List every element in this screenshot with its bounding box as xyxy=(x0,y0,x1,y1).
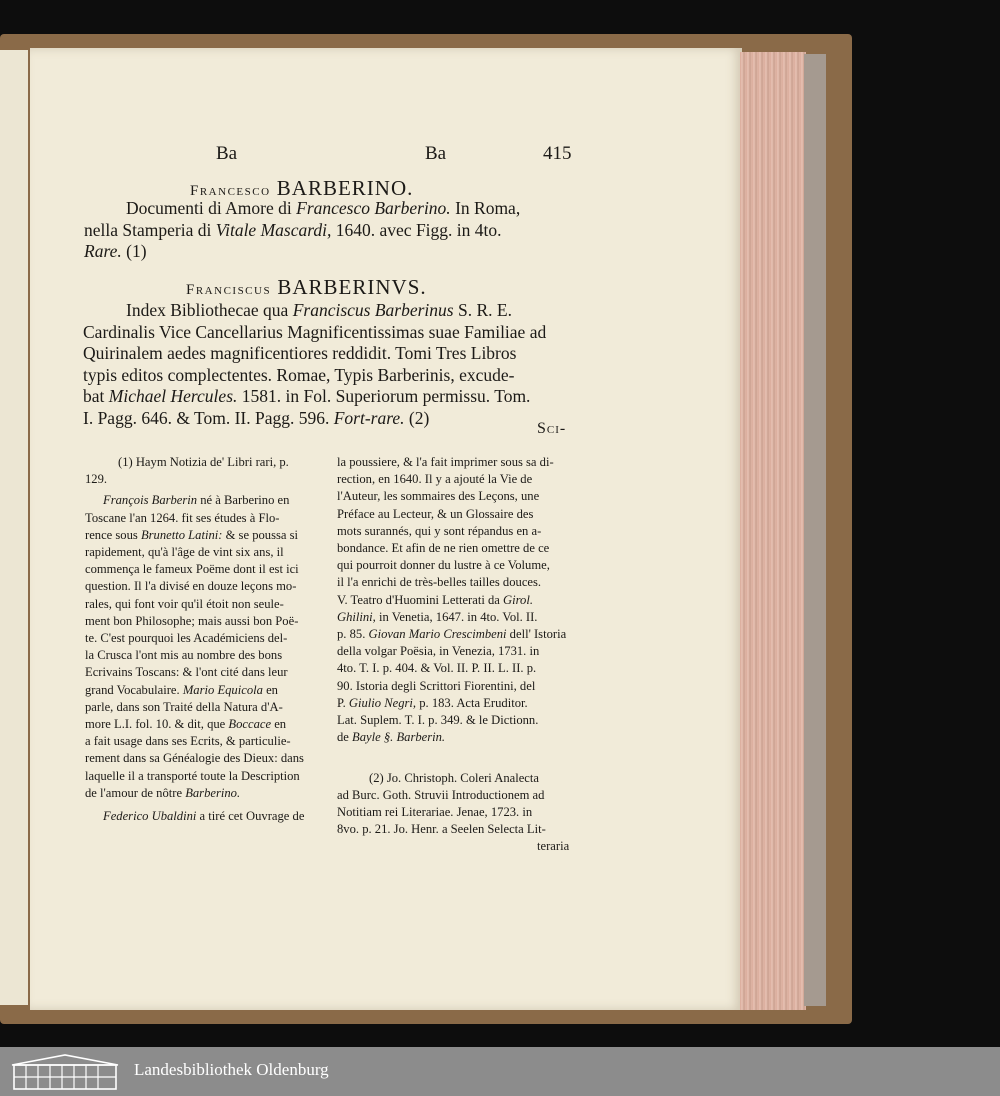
note-left-text: a tiré cet Ouvrage de xyxy=(196,809,305,823)
note-left-italic-text: François Barberin xyxy=(103,493,198,508)
note-left-text: commença le fameux Poëme dont il est ici xyxy=(85,562,299,577)
entry1-name-smallcaps: Francesco xyxy=(190,183,271,199)
running-head-left: Ba xyxy=(216,143,238,164)
entry1-text: (1) xyxy=(121,241,147,261)
entry2-text: bat xyxy=(83,386,109,406)
note-right-line xyxy=(337,730,582,745)
note-left-text: te. C'est pourquoi les Académiciens del- xyxy=(85,631,288,645)
note-left-text: en xyxy=(271,717,287,731)
note-right-line xyxy=(337,713,582,728)
note-left-line xyxy=(85,751,330,766)
note-right-text: ad Burc. Goth. Struvii Introductionem ad xyxy=(337,787,545,802)
note-left-text: Ecrivains Toscans: & l'ont cité dans leur xyxy=(85,665,288,680)
note-right-line xyxy=(337,489,582,504)
entry2-italic-text: Franciscus Barberinus xyxy=(292,300,454,320)
note-left-italic-text: Federico Ubaldini xyxy=(103,809,197,823)
note-right-line xyxy=(337,644,582,659)
note-left-text: ment bon Philosophe; mais aussi bon Poë- xyxy=(85,613,299,628)
entry1-line xyxy=(84,220,584,241)
library-building-logo-icon xyxy=(8,1051,122,1091)
note-left-line xyxy=(85,511,330,526)
note-right-text: p. 183. Acta Eruditor. xyxy=(416,695,528,710)
note-left-text: en xyxy=(262,682,278,697)
note-left-line xyxy=(85,631,330,646)
note-right-line xyxy=(337,472,582,487)
note-right-line xyxy=(537,839,782,854)
note-right-line xyxy=(337,805,582,820)
entry2-line xyxy=(83,408,583,429)
note-right-text: rection, en 1640. Il y a ajouté la Vie de xyxy=(337,472,533,487)
note-left-text: question. Il l'a divisé en douze leçons mo- xyxy=(85,579,297,594)
note-left-line xyxy=(85,717,330,732)
entry1-text: 1640. avec Figg. in 4to. xyxy=(331,219,502,240)
page-block-shadow xyxy=(804,54,826,1006)
note-left-text: laquelle il a transporté toute la Description xyxy=(85,768,300,783)
note-right-text: V. Teatro d'Huomini Letterati da xyxy=(337,592,503,607)
note-right-line xyxy=(337,524,582,539)
entry1-italic-text: Rare. xyxy=(84,241,122,261)
note-right-line xyxy=(337,661,582,676)
note-right-text: p. 85. xyxy=(337,627,369,641)
page-block-edge xyxy=(740,52,806,1010)
entry2-line xyxy=(83,386,583,407)
note-right-line xyxy=(337,455,582,470)
note-right-text: 90. Istoria degli Scrittori Fiorentini, del xyxy=(337,678,536,693)
entry2-line xyxy=(83,343,583,364)
note-left-text: grand Vocabulaire. xyxy=(85,682,183,697)
note-left-italic-text: Barberino. xyxy=(185,785,241,800)
page-number: 415 xyxy=(543,143,572,164)
note-right-text: il l'a enrichi de très-belles tailles douces. xyxy=(337,575,542,590)
running-head-center: Ba xyxy=(425,143,447,164)
entry1-name: BARBERINO. xyxy=(276,176,414,200)
note-left-text: rapidement, qu'à l'âge de vint six ans, il xyxy=(85,545,284,559)
entry2-text: typis editos complectentes. Romae, Typis Barberinis, excude- xyxy=(83,364,515,385)
note-right-line xyxy=(337,558,582,573)
note-right-italic-text: Ghilini, xyxy=(337,609,376,624)
note-left-text: parle, dans son Traité della Natura d'A- xyxy=(85,699,283,714)
note-left-line xyxy=(85,769,330,784)
note-left-text: more L.I. fol. 10. & dit, que xyxy=(85,717,229,731)
entry2-italic-text: Michael Hercules. xyxy=(108,386,238,406)
library-name: Landesbibliothek Oldenburg xyxy=(134,1060,329,1079)
note-left-line xyxy=(118,455,363,470)
note-left-italic-text: Mario Equicola xyxy=(182,682,263,697)
note-right-line xyxy=(337,541,582,556)
note-right-text: 8vo. p. 21. Jo. Henr. a Seelen Selecta Lit- xyxy=(337,822,546,837)
note-left-text: né à Barberino en xyxy=(197,493,290,508)
note-right-text: bondance. Et afin de ne rien omettre de ce xyxy=(337,541,550,555)
entry2-line xyxy=(83,365,583,386)
note-right-italic-text: Giovan Mario Crescimbeni xyxy=(368,627,507,641)
note-right-italic-text: Girol. xyxy=(503,592,533,607)
note-right-text: Lat. Suplem. T. I. p. 349. & le Dictionn. xyxy=(337,713,539,727)
note-left-line xyxy=(85,597,330,612)
note-right-text: l'Auteur, les sommaires des Leçons, une xyxy=(337,489,540,504)
note-right-text: (2) Jo. Christoph. Coleri Analecta xyxy=(369,770,539,785)
entry2-text: Quirinalem aedes magnificentiores reddidit. Tomi Tres Libros xyxy=(83,343,517,363)
note-left-line xyxy=(85,528,330,543)
note-right-text: qui pourroit donner du lustre à ce Volume, xyxy=(337,558,550,573)
note-left-line xyxy=(103,493,348,508)
note-left-text: & se poussa si xyxy=(222,527,299,542)
note-right-line xyxy=(369,771,614,786)
note-left-italic-text: Boccace xyxy=(228,717,272,731)
note-right-text: dell' Istoria xyxy=(506,627,567,641)
note-right-line xyxy=(337,822,582,837)
note-left-line xyxy=(85,734,330,749)
entry2-text: 1581. in Fol. Superiorum permissu. Tom. xyxy=(237,386,531,406)
note-right-line xyxy=(337,696,582,711)
note-left-line xyxy=(85,562,330,577)
entry1-line xyxy=(84,241,584,262)
note-left-line xyxy=(85,786,330,801)
note-right-text: Notitiam rei Literariae. Jenae, 1723. in xyxy=(337,805,533,819)
note-right-text: P. xyxy=(337,695,349,710)
note-left-text: la Crusca l'ont mis au nombre des bons xyxy=(85,648,283,663)
entry2-text: Index Bibliothecae qua xyxy=(126,300,293,320)
note-left-line xyxy=(85,700,330,715)
note-right-text: Préface au Lecteur, & un Glossaire des xyxy=(337,506,534,521)
note-left-line xyxy=(85,614,330,629)
entry2-text: I. Pagg. 646. & Tom. II. Pagg. 596. xyxy=(83,407,334,428)
entry2-text: S. R. E. xyxy=(453,300,512,320)
note-right-line xyxy=(337,788,582,803)
note-left-italic-text: Brunetto Latini: xyxy=(140,527,223,542)
note-right-line xyxy=(337,575,582,590)
entry2-line xyxy=(126,300,626,321)
entry1-italic-text: Vitale Mascardi, xyxy=(215,219,332,240)
note-left-text: rence sous xyxy=(85,527,141,542)
note-right-line xyxy=(337,507,582,522)
entry2-heading xyxy=(186,275,427,300)
note-left-text: (1) Haym Notizia de' Libri rari, p. xyxy=(118,455,289,469)
note-right-italic-text: Bayle §. Barberin. xyxy=(352,730,446,745)
entry1-line xyxy=(126,198,626,219)
note-right-text: de xyxy=(337,730,353,745)
note-right-line xyxy=(337,593,582,608)
note-left-text: 129. xyxy=(85,472,108,487)
catchword: Sci- xyxy=(537,420,567,437)
note-left-text: rales, qui font voir qu'il étoit non seule- xyxy=(85,596,284,611)
note-left-text: Toscane l'an 1264. fit ses études à Flo- xyxy=(85,510,280,525)
note-left-line xyxy=(85,545,330,560)
note-right-text: mots surannés, qui y sont répandus en a- xyxy=(337,523,542,538)
entry2-line xyxy=(83,322,583,343)
entry2-text: (2) xyxy=(404,407,430,428)
entry2-name: BARBERINVS. xyxy=(277,275,427,299)
note-right-italic-text: Giulio Negri, xyxy=(348,695,417,710)
entry1-text: In Roma, xyxy=(450,198,521,218)
note-left-text: rement dans sa Généalogie des Dieux: dans xyxy=(85,751,304,766)
entry1-italic-text: Francesco Barberino. xyxy=(296,198,451,218)
note-left-line xyxy=(85,472,330,487)
note-right-text: della volgar Poësia, in Venezia, 1731. in xyxy=(337,644,540,659)
note-right-line xyxy=(337,627,582,642)
note-left-line xyxy=(85,665,330,680)
note-right-text: la poussiere, & l'a fait imprimer sous sa di- xyxy=(337,455,554,469)
entry2-name-smallcaps: Franciscus xyxy=(186,282,272,298)
note-left-line xyxy=(85,683,330,698)
footer-bar xyxy=(0,1047,1000,1096)
note-left-line xyxy=(103,809,348,824)
note-left-text: a fait usage dans ses Ecrits, & particulie- xyxy=(85,734,291,749)
note-left-line xyxy=(85,648,330,663)
note-right-text: 4to. T. I. p. 404. & Vol. II. P. II. L. II. p. xyxy=(337,661,537,676)
entry1-text: Documenti di Amore di xyxy=(126,198,297,218)
entry2-italic-text: Fort-rare. xyxy=(333,407,405,428)
note-right-line xyxy=(337,610,582,625)
note-right-text: in Venetia, 1647. in 4to. Vol. II. xyxy=(375,609,538,624)
entry2-text: Cardinalis Vice Cancellarius Magnificentissimas suae Familiae ad xyxy=(83,321,547,342)
entry1-text: nella Stamperia di xyxy=(84,219,216,240)
note-left-line xyxy=(85,579,330,594)
note-left-text: de l'amour de nôtre xyxy=(85,785,186,800)
note-right-line xyxy=(337,679,582,694)
left-page-edge xyxy=(0,50,28,1005)
note-right-text: teraria xyxy=(537,839,570,854)
